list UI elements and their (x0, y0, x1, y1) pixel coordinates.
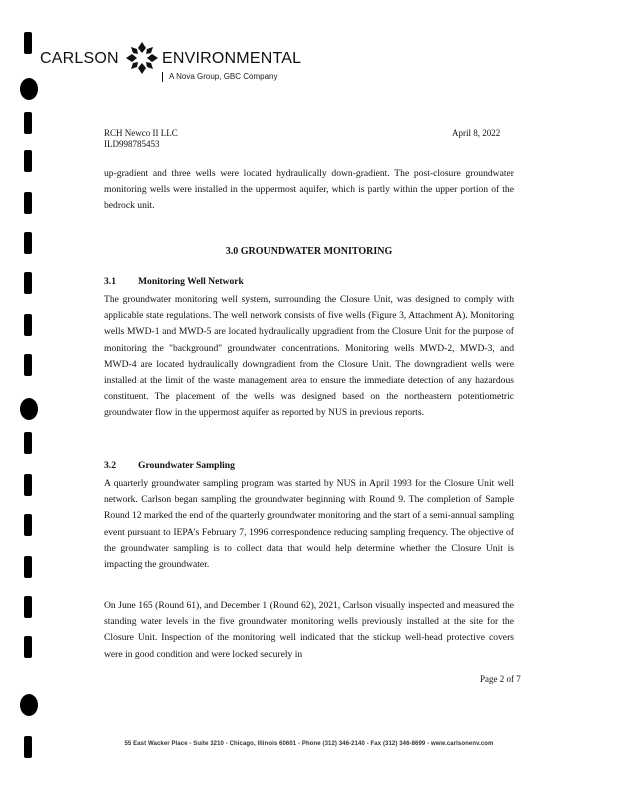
binder-hole (20, 398, 38, 420)
binder-hole (24, 192, 32, 214)
binder-hole (24, 556, 32, 578)
binder-hole (24, 112, 32, 134)
subsection-number: 3.2 (104, 460, 116, 471)
subsection-number: 3.1 (104, 276, 116, 287)
binder-hole (24, 636, 32, 658)
binder-hole (24, 354, 32, 376)
binder-hole (24, 474, 32, 496)
page-number: Page 2 of 7 (480, 674, 521, 684)
intro-paragraph: up-gradient and three wells were located hydraulically down-gradient. The post-closure groundwater monitoring wells were installed in the uppermost aquifer, which is partly within the upper portion of the bedrock unit. (104, 168, 514, 212)
binder-hole (24, 314, 32, 336)
subsection-body: The groundwater monitoring well system, surrounding the Closure Unit, was designed to comply with applicable state regulations. The well network consists of five wells (Figure 3, Attachment A). Monitoring wells MWD-1 and MWD-5 are located hydraulically upgradient from the Closure Unit for the purpose of monitoring the "background" groundwater concentrations. Monitoring wells MWD-2, MWD-3, and MWD-4 are located hydraulically downgradient from the Closure Unit. The downgradient wells were installed at the limit of the waste management area to ensure the immediate detection of any hazardous constituent. The placement of the wells was designed based on the northeastern potentiometric groundwater flow in the uppermost aquifer as reported by NUS in previous reports. (104, 294, 514, 419)
header-company: RCH Newco II LLC (104, 128, 178, 138)
section-title: 3.0 GROUNDWATER MONITORING (225, 246, 393, 257)
binder-hole (24, 736, 32, 758)
subsection-body: A quarterly groundwater sampling program was started by NUS in April 1993 for the Closure Unit well network. Carlson began sampling the groundwater beginning with Round 9. The completion of Sample Round 12 marked the end of the quarterly groundwater monitoring and the start of a semi-annual sampling event pursuant to IEPA's February 7, 1996 correspondence reducing sampling frequency. The objective of the groundwater sampling is to collect data that would help determine whether the Closure Unit is impacting the groundwater. (104, 478, 514, 571)
logo-name-left: CARLSON (40, 50, 119, 67)
binder-hole (24, 596, 32, 618)
binder-hole (24, 272, 32, 294)
header-id: ILD998785453 (104, 139, 160, 149)
logo-name-right: ENVIRONMENTAL (162, 50, 302, 67)
subsection-heading (104, 276, 244, 287)
binder-hole (20, 694, 38, 716)
binder-hole (24, 514, 32, 536)
binder-hole (24, 432, 32, 454)
binder-hole (24, 32, 32, 54)
logo-tagline: A Nova Group, GBC Company (162, 72, 278, 82)
subsection-heading (104, 460, 235, 471)
header-date: April 8, 2022 (452, 128, 501, 138)
body-paragraph: On June 165 (Round 61), and December 1 (Round 62), 2021, Carlson visually inspected and measured the standing water levels in the five groundwater monitoring wells previously installed at the site for the Closure Unit. Inspection of the monitoring well indicated that the stickup well-head protective covers were in good condition and were locked securely in (104, 600, 514, 660)
header-left (104, 128, 178, 150)
company-logo (40, 40, 320, 84)
subsection-title: Groundwater Sampling (138, 460, 235, 471)
footer-address: 55 East Wacker Place - Suite 3210 - Chicago, Illinois 60601 - Phone (312) 346-2140 - Fax (312) 346-8699 - www.carlsonenv.com (124, 741, 494, 747)
logo-mark-icon (124, 40, 160, 76)
binder-hole (20, 78, 38, 100)
binder-hole (24, 232, 32, 254)
subsection-title: Monitoring Well Network (138, 276, 244, 287)
binder-hole (24, 150, 32, 172)
